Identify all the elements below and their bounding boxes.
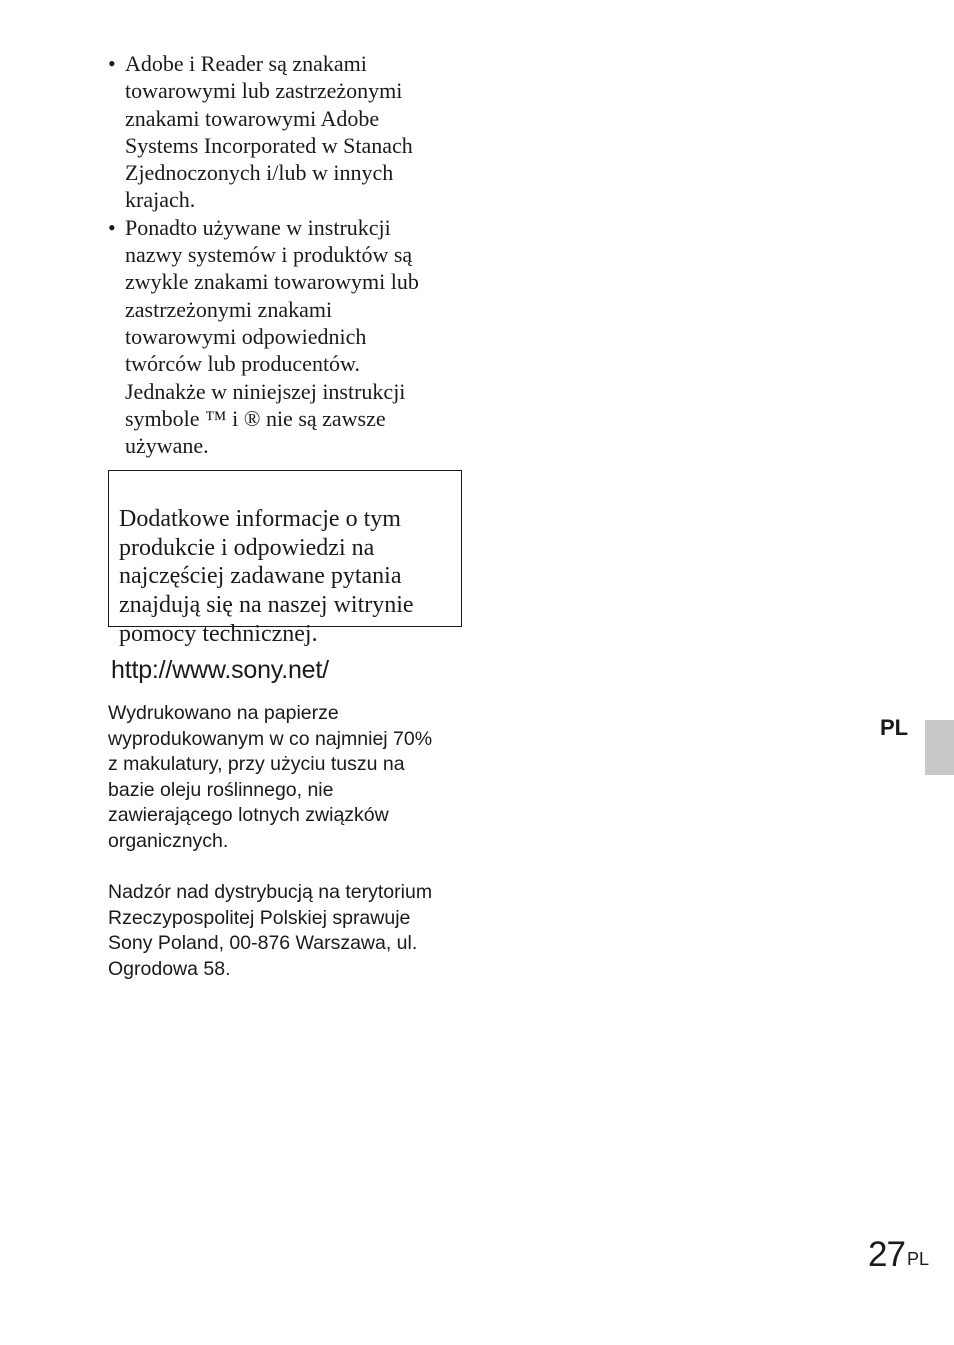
page-number-value: 27: [868, 1235, 905, 1274]
trademark-note-text: Ponadto używane w instrukcji nazwy systemów i produktów są zwykle znakami towarowymi lub zastrzeżonymi znakami towarowymi odpowiednich twórców lub producentów. Jednakże w niniejszej instrukcji symbole ™ i ® nie są zawsze używane.: [125, 214, 419, 459]
bullet-marker: •: [108, 214, 116, 240]
trademark-note-adobe: [108, 50, 468, 214]
language-label: PL: [880, 715, 909, 740]
language-tab-marker: [925, 720, 954, 775]
support-info-box: [108, 470, 462, 647]
distribution-notice: Nadzór nad dystrybucją na terytorium Rzeczypospolitej Polskiej sprawuje Sony Poland, 00-876 Warszawa, ul. Ogrodowa 58.: [108, 881, 433, 980]
support-url[interactable]: http://www.sony.net/: [111, 656, 329, 684]
page-number-suffix: PL: [906, 1249, 929, 1269]
trademark-note-text: Adobe i Reader są znakami towarowymi lub zastrzeżonymi znakami towarowymi Adobe Systems Incorporated w Stanach Zjednoczonych i/lub w innych krajach.: [125, 51, 413, 213]
paper-notice: Wydrukowano na papierze wyprodukowanym w co najmniej 70% z makulatury, przy użyciu tuszu na bazie oleju roślinnego, nie zawierającego lotnych związków organicznych.: [108, 702, 433, 852]
bullet-marker: •: [108, 51, 116, 76]
support-info-text: Dodatkowe informacje o tym produkcie i odpowiedzi na najczęściej zadawane pytania znajdują się na naszej witrynie pomocy technicznej.: [119, 505, 414, 647]
page-number: [868, 1233, 929, 1277]
trademark-note-general: [108, 214, 468, 460]
trademark-notes: [108, 50, 468, 459]
